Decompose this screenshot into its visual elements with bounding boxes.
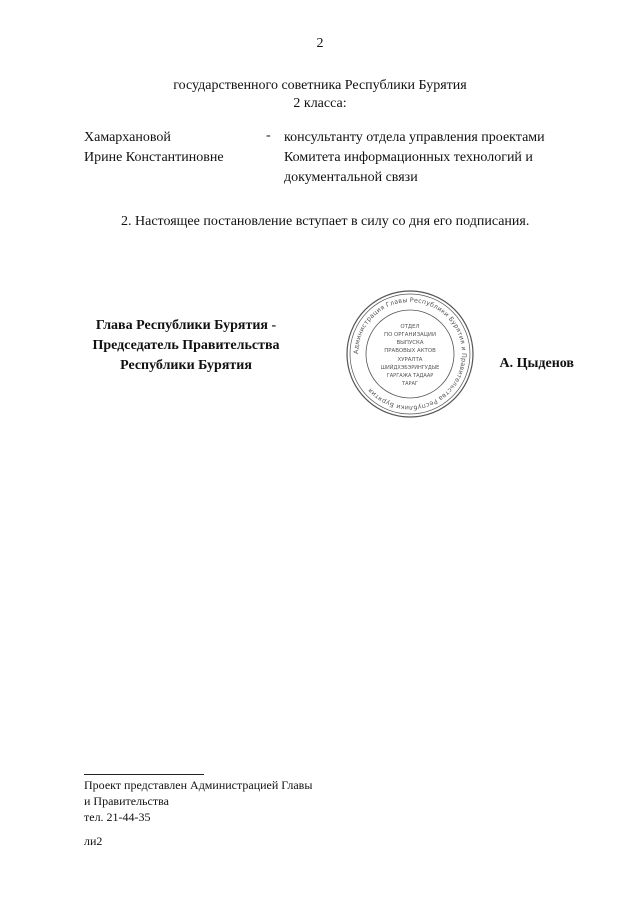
- position-line-2: Комитета информационных технологий и: [284, 150, 533, 165]
- signatory-title: [60, 316, 312, 376]
- seal-ring-text: Администрация Главы Республики Бурятия и Правительства Республики Бурятия: [352, 296, 468, 412]
- signatory-title-line-1: Глава Республики Бурятия -: [95, 318, 277, 333]
- person-surname: Хамархановой: [84, 130, 171, 145]
- seal-text-6: ШИЙДХЭБЭРИНГУДЫЕ: [380, 365, 440, 371]
- official-seal: [344, 288, 476, 420]
- clause-2: 2. Настоящее постановление вступает в силу со дня его подписания.: [121, 214, 530, 229]
- svg-text:Администрация Главы Республики: [353, 297, 467, 412]
- seal-text-1: ОТДЕЛ: [400, 324, 420, 330]
- footnote-line-4: ли2: [84, 834, 103, 848]
- position-line-1: консультанту отдела управления проектами: [284, 130, 545, 145]
- position-line-3: документальной связи: [284, 170, 418, 185]
- signatory-title-line-3: Республики Бурятия: [120, 358, 252, 373]
- page-number: 2: [316, 36, 324, 51]
- rank-heading-line-2: 2 класса:: [293, 96, 347, 111]
- seal-text-5: ХУРАЛТА: [397, 357, 423, 363]
- signatory-title-line-2: Председатель Правительства: [92, 338, 280, 353]
- footnote-divider: [84, 774, 204, 775]
- footnote-line-3: тел. 21-44-35: [84, 810, 151, 824]
- seal-text-3: ВЫПУСКА: [396, 340, 424, 346]
- seal-text-7: ГАРГАЖА ТАДААР: [386, 373, 434, 379]
- footnote-line-1: Проект представлен Администрацией Главы: [84, 778, 313, 792]
- seal-text-8: ТАРАГ: [402, 381, 418, 387]
- signatory-name: А. Цыденов: [499, 356, 574, 371]
- rank-heading-line-1: государственного советника Республики Бурятия: [173, 78, 467, 93]
- entry-dash: -: [266, 128, 271, 143]
- seal-text-4: ПРАВОВЫХ АКТОВ: [384, 348, 436, 354]
- person-given-names: Ирине Константиновне: [84, 150, 224, 165]
- seal-text-2: ПО ОРГАНИЗАЦИИ: [384, 332, 436, 338]
- footnote-line-2: и Правительства: [84, 794, 169, 808]
